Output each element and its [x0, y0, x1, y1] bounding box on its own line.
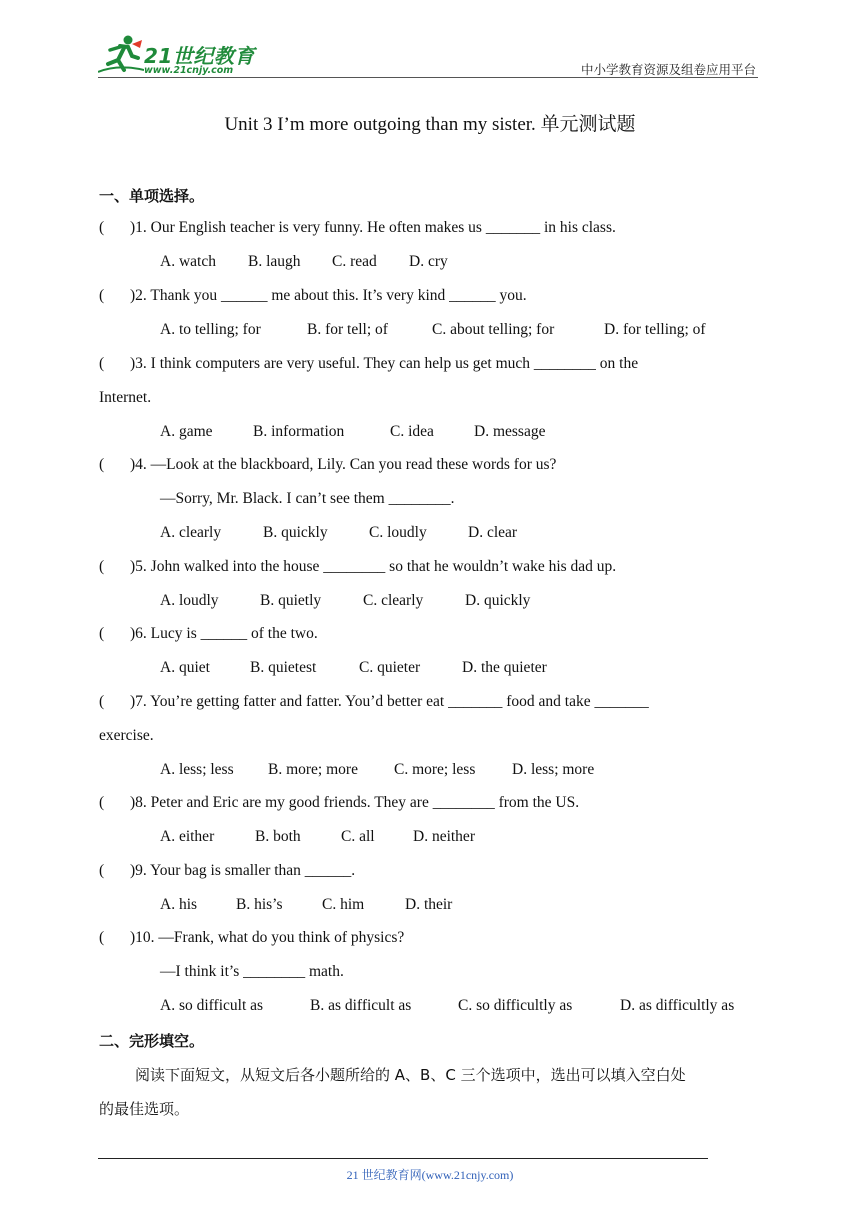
answer-paren: ( — [99, 693, 105, 710]
question-stem: )3. I think computers are very useful. They can help us get much ________ on the — [130, 355, 639, 372]
question-stem: )10. —Frank, what do you think of physics? — [130, 929, 405, 946]
instruction-line-2: 的最佳选项。 — [99, 1100, 190, 1118]
header-platform-text: 中小学教育资源及组卷应用平台 — [580, 63, 756, 77]
answer-paren: ( — [99, 287, 105, 304]
option-c: C. quieter — [359, 659, 421, 676]
option-d: D. their — [405, 896, 453, 913]
answer-paren: ( — [99, 862, 105, 879]
option-d: D. less; more — [512, 761, 595, 778]
option-c: C. read — [332, 253, 377, 270]
option-c: C. about telling; for — [432, 321, 555, 338]
answer-paren: ( — [99, 794, 105, 811]
question-line-2: —I think it’s ________ math. — [160, 963, 344, 980]
option-a: A. either — [160, 828, 215, 845]
option-b: B. more; more — [268, 761, 358, 778]
option-d: D. quickly — [465, 592, 531, 609]
question-continuation: Internet. — [99, 389, 152, 406]
option-a: A. his — [160, 896, 198, 913]
option-c: C. more; less — [394, 761, 476, 778]
logo-url: www.21cnjy.com — [144, 65, 234, 76]
option-a: A. watch — [160, 253, 216, 270]
option-b: B. for tell; of — [307, 321, 388, 338]
option-a: A. so difficult as — [160, 997, 264, 1014]
option-d: D. for telling; of — [604, 321, 706, 338]
question-stem: )4. —Look at the blackboard, Lily. Can you read these words for us? — [130, 456, 557, 473]
runner-logo-icon — [98, 34, 144, 76]
question-stem: )8. Peter and Eric are my good friends. They are ________ from the US. — [130, 794, 580, 811]
question-stem: )9. Your bag is smaller than ______. — [130, 862, 356, 879]
option-b: B. laugh — [248, 253, 301, 270]
option-b: B. his’s — [236, 896, 283, 913]
option-d: D. neither — [413, 828, 475, 845]
option-a: A. game — [160, 423, 213, 440]
option-c: C. idea — [390, 423, 434, 440]
question-continuation: exercise. — [99, 727, 154, 744]
header-divider — [98, 77, 758, 78]
instruction-line-1: 阅读下面短文，从短文后各小题所给的 A、B、C 三个选项中，选出可以填入空白处 — [135, 1066, 686, 1084]
option-d: D. cry — [409, 253, 448, 270]
question-stem: )6. Lucy is ______ of the two. — [130, 625, 318, 642]
answer-paren: ( — [99, 456, 105, 473]
question-line-2: —Sorry, Mr. Black. I can’t see them ________. — [160, 490, 455, 507]
answer-paren: ( — [99, 558, 105, 575]
question-stem: )5. John walked into the house ________ so that he wouldn’t wake his dad up. — [130, 558, 617, 575]
footer-divider — [98, 1158, 708, 1159]
option-a: A. less; less — [160, 761, 234, 778]
option-d: D. clear — [468, 524, 518, 541]
option-b: B. quickly — [263, 524, 328, 541]
footer-text: 21 世纪教育网(www.21cnjy.com) — [346, 1168, 514, 1182]
option-b: B. information — [253, 423, 345, 440]
option-b: B. quietly — [260, 592, 322, 609]
option-d: D. message — [474, 423, 546, 440]
option-c: C. clearly — [363, 592, 424, 609]
option-b: B. as difficult as — [310, 997, 412, 1014]
option-c: C. all — [341, 828, 375, 845]
page-header — [98, 30, 758, 78]
question-stem: )7. You’re getting fatter and fatter. You’d better eat _______ food and take _______ — [130, 693, 649, 710]
answer-paren: ( — [99, 355, 105, 372]
answer-paren: ( — [99, 929, 105, 946]
logo-text: 21世纪教育 — [144, 44, 255, 68]
option-b: B. both — [255, 828, 301, 845]
option-c: C. so difficultly as — [458, 997, 573, 1014]
answer-paren: ( — [99, 219, 105, 236]
question-stem: )1. Our English teacher is very funny. He often makes us _______ in his class. — [130, 219, 616, 236]
section-heading-2: 二、完形填空。 — [99, 1032, 205, 1050]
page-title: Unit 3 I’m more outgoing than my sister. 单元测试题 — [224, 114, 636, 135]
option-c: C. loudly — [369, 524, 427, 541]
answer-paren: ( — [99, 625, 105, 642]
option-b: B. quietest — [250, 659, 317, 676]
option-a: A. to telling; for — [160, 321, 261, 338]
option-c: C. him — [322, 896, 365, 913]
section-heading-1: 一、单项选择。 — [99, 187, 205, 205]
option-a: A. quiet — [160, 659, 210, 676]
option-d: D. the quieter — [462, 659, 547, 676]
option-a: A. loudly — [160, 592, 219, 609]
site-logo — [98, 34, 258, 78]
option-d: D. as difficultly as — [620, 997, 735, 1014]
question-stem: )2. Thank you ______ me about this. It’s very kind ______ you. — [130, 287, 527, 304]
option-a: A. clearly — [160, 524, 222, 541]
